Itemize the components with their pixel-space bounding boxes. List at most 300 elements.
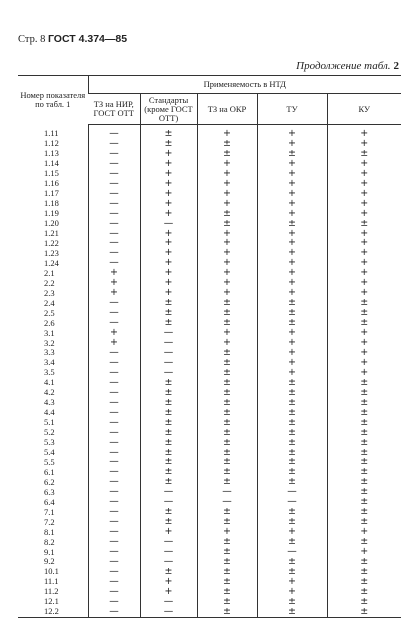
indicator-number: 2.5: [44, 307, 55, 318]
table-row: [18, 428, 401, 438]
applicability-mark: +: [360, 227, 369, 239]
applicability-mark: ±: [223, 396, 231, 408]
applicability-mark: —: [222, 496, 232, 508]
applicability-mark: +: [360, 207, 369, 219]
indicator-number: 3.3: [44, 347, 55, 358]
applicability-mark: —: [163, 337, 174, 349]
applicability-mark: ±: [360, 416, 369, 428]
indicator-number: 4.1: [44, 377, 55, 388]
table-row: [18, 587, 401, 597]
applicability-mark: ±: [360, 446, 369, 458]
table-row: [18, 368, 401, 378]
applicability-mark: +: [223, 167, 231, 179]
applicability-mark: ±: [360, 436, 369, 448]
indicator-number: 5.1: [44, 417, 55, 428]
applicability-mark: —: [109, 386, 119, 398]
applicability-mark: ±: [223, 466, 231, 478]
indicator-number: 1.14: [44, 158, 59, 169]
applicability-mark: ±: [288, 446, 296, 458]
applicability-mark: ±: [164, 376, 173, 388]
indicator-number: 1.22: [44, 237, 59, 248]
applicability-mark: ±: [360, 605, 369, 617]
indicator-number: 4.3: [44, 397, 55, 408]
applicability-mark: ±: [288, 317, 296, 329]
applicability-mark: +: [288, 585, 296, 597]
applicability-mark: ±: [360, 486, 369, 498]
applicability-mark: ±: [223, 436, 231, 448]
applicability-mark: ±: [223, 456, 231, 468]
table-row: [18, 238, 401, 248]
applicability-mark: +: [164, 207, 173, 219]
table-row: [18, 577, 401, 587]
indicator-number: 9.2: [44, 556, 55, 567]
table-row: [18, 497, 401, 507]
applicability-cell: [88, 607, 140, 617]
applicability-mark: ±: [360, 595, 369, 607]
applicability-mark: —: [109, 177, 119, 189]
applicability-mark: ±: [288, 605, 296, 617]
table-row: [18, 278, 401, 288]
applicability-mark: +: [164, 247, 173, 259]
applicability-mark: +: [164, 277, 173, 289]
applicability-cell: [140, 607, 197, 617]
table-row: [18, 547, 401, 557]
applicability-mark: ±: [223, 585, 231, 597]
applicability-mark: ±: [223, 546, 231, 558]
applicability-mark: —: [109, 317, 119, 329]
applicability-mark: +: [288, 337, 296, 349]
applicability-mark: +: [360, 257, 369, 269]
applicability-mark: +: [360, 137, 369, 149]
applicability-mark: +: [360, 187, 369, 199]
table-row: [18, 557, 401, 567]
indicator-number: 4.2: [44, 387, 55, 398]
applicability-mark: +: [360, 526, 369, 538]
applicability-mark: —: [109, 137, 119, 149]
applicability-mark: ±: [223, 137, 231, 149]
applicability-mark: +: [223, 237, 231, 249]
applicability-mark: —: [222, 486, 232, 498]
applicability-mark: ±: [360, 506, 369, 518]
applicability-mark: —: [287, 496, 297, 508]
applicability-mark: +: [164, 257, 173, 269]
applicability-mark: +: [223, 227, 231, 239]
applicability-mark: ±: [288, 426, 296, 438]
page-header: [18, 33, 127, 45]
applicability-mark: +: [360, 167, 369, 179]
applicability-mark: ±: [223, 605, 231, 617]
applicability-mark: —: [109, 486, 119, 498]
applicability-mark: ±: [360, 307, 369, 319]
applicability-mark: ±: [360, 496, 369, 508]
table-row: [18, 268, 401, 278]
applicability-mark: ±: [223, 516, 231, 528]
indicator-number: 1.24: [44, 257, 59, 268]
applicability-mark: —: [109, 476, 119, 488]
applicability-mark: ±: [360, 456, 369, 468]
applicability-mark: ±: [360, 536, 369, 548]
table-row: [18, 199, 401, 209]
applicability-mark: +: [288, 526, 296, 538]
applicability-mark: +: [223, 267, 231, 279]
applicability-mark: +: [110, 267, 118, 279]
table-row: [18, 139, 401, 149]
table-row: [18, 229, 401, 239]
table-row: [18, 248, 401, 258]
applicability-mark: —: [109, 516, 119, 528]
applicability-mark: ±: [164, 565, 173, 577]
applicability-mark: —: [109, 157, 119, 169]
applicability-mark: ±: [223, 406, 231, 418]
indicator-number: 12.2: [18, 607, 88, 617]
indicator-number: 3.4: [44, 357, 55, 368]
applicability-mark: ±: [288, 416, 296, 428]
indicator-number: 12.1: [44, 596, 59, 607]
applicability-cell: [327, 607, 401, 617]
applicability-mark: ±: [288, 406, 296, 418]
indicator-number: 7.2: [44, 516, 55, 527]
indicator-number: 2.1: [44, 267, 55, 278]
applicability-mark: ±: [288, 476, 296, 488]
applicability-mark: ±: [223, 416, 231, 428]
applicability-mark: +: [164, 177, 173, 189]
applicability-mark: —: [109, 546, 119, 558]
applicability-mark: ±: [360, 376, 369, 388]
applicability-mark: ±: [360, 466, 369, 478]
applicability-mark: ±: [360, 297, 369, 309]
table-row: [18, 358, 401, 368]
table-row: [18, 388, 401, 398]
indicator-number: 1.23: [44, 247, 59, 258]
applicability-mark: +: [288, 207, 296, 219]
applicability-mark: ±: [223, 307, 231, 319]
applicability-mark: ±: [223, 476, 231, 488]
applicability-mark: ±: [360, 555, 369, 567]
applicability-mark: ±: [223, 207, 231, 219]
table-row: [18, 448, 401, 458]
continuation-label: Продолжение табл.: [296, 60, 391, 72]
applicability-mark: +: [223, 327, 231, 339]
applicability-mark: —: [163, 366, 174, 378]
applicability-mark: —: [109, 237, 119, 249]
applicability-cell: [197, 607, 257, 617]
applicability-mark: +: [164, 167, 173, 179]
applicability-mark: —: [163, 605, 174, 617]
table-row: [18, 467, 401, 477]
table-row: [18, 159, 401, 169]
applicability-mark: +: [288, 128, 296, 139]
table-row: [18, 338, 401, 348]
applicability-mark: ±: [164, 506, 173, 518]
applicability-mark: —: [109, 536, 119, 548]
applicability-cell: [88, 438, 140, 448]
applicability-mark: ±: [164, 476, 173, 488]
indicator-number: 1.17: [44, 188, 59, 199]
applicability-mark: —: [109, 555, 119, 567]
applicability-mark: +: [164, 267, 173, 279]
applicability-mark: +: [288, 237, 296, 249]
indicator-number: 2.2: [44, 277, 55, 288]
applicability-mark: —: [109, 585, 119, 597]
applicability-mark: ±: [223, 356, 231, 368]
col-header-tu: ТУ: [257, 94, 327, 125]
applicability-mark: ±: [223, 297, 231, 309]
applicability-mark: +: [288, 187, 296, 199]
table-number: 2: [393, 60, 399, 72]
applicability-mark: ±: [223, 506, 231, 518]
applicability-table: [18, 75, 401, 618]
applicability-mark: +: [223, 337, 231, 349]
applicability-mark: ±: [360, 516, 369, 528]
table-row: [18, 517, 401, 527]
applicability-mark: —: [109, 506, 119, 518]
indicator-number: 6.3: [44, 486, 55, 497]
applicability-mark: —: [109, 187, 119, 199]
applicability-mark: +: [360, 356, 369, 368]
applicability-mark: —: [109, 565, 119, 577]
applicability-mark: ±: [288, 376, 296, 388]
applicability-mark: —: [163, 327, 174, 339]
indicator-number: 3.2: [44, 337, 55, 348]
table-row: [18, 209, 401, 219]
indicator-number: 6.4: [44, 496, 55, 507]
applicability-mark: ±: [360, 476, 369, 488]
indicator-number: 9.1: [44, 546, 55, 557]
applicability-mark: +: [360, 277, 369, 289]
applicability-mark: ±: [223, 595, 231, 607]
applicability-mark: ±: [360, 386, 369, 398]
applicability-mark: +: [164, 187, 173, 199]
col-header-ku: КУ: [327, 94, 401, 125]
indicator-number: 3.5: [44, 367, 55, 378]
applicability-mark: ±: [360, 575, 369, 587]
applicability-mark: +: [288, 356, 296, 368]
applicability-mark: ±: [360, 317, 369, 329]
table-row: [18, 149, 401, 159]
applicability-mark: ±: [164, 386, 173, 398]
indicator-number: 2.3: [44, 287, 55, 298]
applicability-mark: ±: [223, 386, 231, 398]
applicability-mark: ±: [288, 466, 296, 478]
applicability-mark: —: [109, 396, 119, 408]
applicability-mark: ±: [223, 366, 231, 378]
table-row: [18, 607, 401, 617]
applicability-mark: +: [110, 287, 118, 299]
table-row: [18, 418, 401, 428]
applicability-mark: ±: [223, 555, 231, 567]
applicability-mark: —: [109, 605, 119, 617]
applicability-mark: ±: [288, 555, 296, 567]
applicability-mark: ±: [164, 297, 173, 309]
applicability-mark: —: [109, 466, 119, 478]
applicability-mark: —: [163, 555, 174, 567]
applicability-mark: ±: [164, 446, 173, 458]
applicability-mark: —: [109, 197, 119, 209]
applicability-mark: —: [163, 546, 174, 558]
applicability-mark: ±: [288, 595, 296, 607]
indicator-number: 4.4: [44, 407, 55, 418]
table-row: [18, 527, 401, 537]
applicability-mark: —: [109, 257, 119, 269]
applicability-mark: +: [164, 526, 173, 538]
applicability-mark: +: [223, 526, 231, 538]
applicability-mark: +: [360, 337, 369, 349]
applicability-mark: ±: [223, 446, 231, 458]
applicability-mark: +: [223, 287, 231, 299]
applicability-mark: +: [164, 227, 173, 239]
applicability-mark: ±: [164, 436, 173, 448]
applicability-mark: —: [163, 346, 174, 358]
indicator-number: 8.1: [44, 526, 55, 537]
applicability-mark: +: [164, 585, 173, 597]
applicability-mark: +: [223, 187, 231, 199]
standard-code: ГОСТ 4.374—85: [47, 33, 128, 45]
table-row: [18, 438, 401, 448]
applicability-mark: —: [109, 207, 119, 219]
applicability-mark: —: [287, 546, 297, 558]
applicability-mark: ±: [223, 147, 231, 159]
indicator-number: 7.1: [44, 506, 55, 517]
applicability-mark: ±: [288, 147, 296, 159]
applicability-mark: —: [163, 536, 174, 548]
col-header-tz-okr: ТЗ на ОКР: [197, 94, 257, 125]
applicability-mark: ±: [223, 575, 231, 587]
applicability-mark: ±: [223, 346, 231, 358]
applicability-mark: ±: [288, 516, 296, 528]
applicability-mark: —: [109, 128, 119, 139]
table-row: [18, 507, 401, 517]
applicability-mark: +: [288, 267, 296, 279]
applicability-mark: +: [164, 287, 173, 299]
applicability-mark: —: [109, 297, 119, 309]
applicability-mark: ±: [288, 536, 296, 548]
applicability-cell: [140, 438, 197, 448]
applicability-mark: +: [288, 366, 296, 378]
table-body: [18, 125, 401, 618]
table-row: [18, 298, 401, 308]
applicability-mark: +: [164, 147, 173, 159]
applicability-mark: ±: [164, 307, 173, 319]
applicability-mark: —: [109, 406, 119, 418]
indicator-number: 1.12: [44, 138, 59, 149]
col-header-standards: Стандарты (кроме ГОСТ ОТТ): [140, 94, 197, 125]
indicator-number: 1.13: [44, 148, 59, 159]
table-row: [18, 567, 401, 577]
applicability-mark: —: [163, 595, 174, 607]
applicability-mark: +: [360, 366, 369, 378]
applicability-mark: +: [223, 197, 231, 209]
applicability-mark: +: [360, 267, 369, 279]
table-row: [18, 179, 401, 189]
indicator-number: 1.15: [44, 168, 59, 179]
table-row: [18, 348, 401, 358]
applicability-mark: ±: [223, 565, 231, 577]
indicator-number: 1.11: [44, 128, 59, 139]
indicator-number: 5.3: [44, 437, 55, 448]
applicability-mark: —: [109, 575, 119, 587]
applicability-mark: ±: [288, 386, 296, 398]
table-row: [18, 219, 401, 229]
applicability-mark: +: [288, 167, 296, 179]
applicability-mark: —: [109, 416, 119, 428]
applicability-mark: ±: [360, 396, 369, 408]
group-header-applicability: Применяемость в НТД: [88, 76, 401, 94]
applicability-mark: ±: [360, 217, 369, 229]
applicability-mark: —: [109, 446, 119, 458]
applicability-cell: [257, 438, 327, 448]
indicator-number: 5.2: [44, 427, 55, 438]
applicability-mark: +: [288, 277, 296, 289]
applicability-mark: +: [223, 128, 231, 139]
indicator-number: 6.1: [44, 466, 55, 477]
applicability-mark: ±: [223, 376, 231, 388]
applicability-mark: ±: [164, 416, 173, 428]
applicability-mark: ±: [360, 426, 369, 438]
applicability-mark: ±: [288, 565, 296, 577]
applicability-mark: +: [288, 197, 296, 209]
table-row: [18, 125, 401, 139]
applicability-mark: ±: [223, 317, 231, 329]
applicability-mark: —: [109, 366, 119, 378]
indicator-number: 11.1: [44, 576, 59, 587]
indicator-number: 2.4: [44, 297, 55, 308]
applicability-mark: —: [163, 217, 174, 229]
applicability-mark: +: [288, 575, 296, 587]
table-row: [18, 457, 401, 467]
applicability-mark: +: [164, 197, 173, 209]
table-row: [18, 308, 401, 318]
applicability-mark: —: [109, 167, 119, 179]
applicability-mark: ±: [288, 436, 296, 448]
applicability-mark: —: [109, 247, 119, 259]
table-row: [18, 477, 401, 487]
applicability-mark: +: [288, 137, 296, 149]
applicability-cell: [140, 125, 197, 139]
applicability-mark: ±: [223, 217, 231, 229]
table-row: [18, 378, 401, 388]
applicability-mark: —: [109, 346, 119, 358]
table-row: [18, 258, 401, 268]
applicability-cell: [327, 125, 401, 139]
col-header-indicator-number: Номер показателя по табл. 1: [18, 76, 88, 125]
applicability-mark: —: [287, 486, 297, 498]
indicator-number: 1.19: [44, 208, 59, 219]
applicability-mark: ±: [360, 585, 369, 597]
applicability-mark: —: [109, 227, 119, 239]
table-row: [18, 597, 401, 607]
applicability-mark: ±: [360, 406, 369, 418]
applicability-mark: —: [109, 436, 119, 448]
applicability-mark: —: [109, 496, 119, 508]
table-row: [18, 408, 401, 418]
applicability-mark: —: [163, 356, 174, 368]
applicability-cell: [197, 125, 257, 139]
applicability-mark: ±: [288, 396, 296, 408]
applicability-mark: ±: [164, 317, 173, 329]
applicability-mark: —: [109, 376, 119, 388]
applicability-mark: ±: [288, 297, 296, 309]
applicability-mark: ±: [223, 426, 231, 438]
applicability-mark: ±: [360, 147, 369, 159]
applicability-mark: ±: [288, 456, 296, 468]
applicability-mark: ±: [164, 426, 173, 438]
indicator-number: 6.2: [44, 476, 55, 487]
table-row: [18, 189, 401, 199]
applicability-mark: +: [288, 327, 296, 339]
applicability-mark: +: [110, 327, 118, 339]
applicability-mark: +: [223, 177, 231, 189]
applicability-cell: [257, 125, 327, 139]
